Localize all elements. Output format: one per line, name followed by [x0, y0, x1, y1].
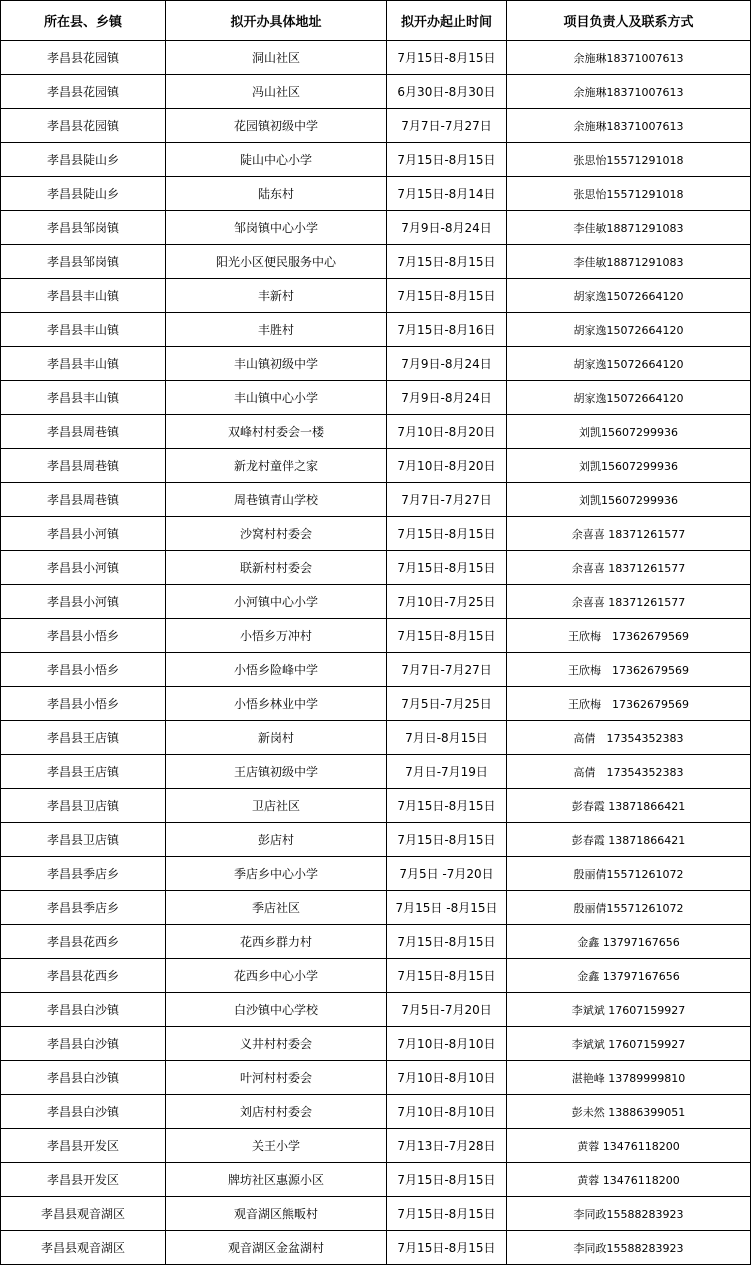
table-row: [1, 245, 751, 279]
cell-address: 季店社区: [166, 891, 387, 925]
table-row: [1, 381, 751, 415]
cell-county-town: 孝昌县白沙镇: [1, 1061, 166, 1095]
cell-address: 牌坊社区惠源小区: [166, 1163, 387, 1197]
cell-contact: 李斌斌 17607159927: [507, 993, 751, 1027]
cell-contact: 高倩 17354352383: [507, 721, 751, 755]
header-row: [1, 1, 751, 41]
cell-address: 丰山镇中心小学: [166, 381, 387, 415]
cell-county-town: 孝昌县观音湖区: [1, 1231, 166, 1265]
cell-county-town: 孝昌县小河镇: [1, 551, 166, 585]
table-row: [1, 75, 751, 109]
cell-contact: 李斌斌 17607159927: [507, 1027, 751, 1061]
cell-period: 7月9日-8月24日: [387, 211, 507, 245]
cell-contact: 王欣梅 17362679569: [507, 653, 751, 687]
cell-contact: 李佳敏18871291083: [507, 211, 751, 245]
table-row: [1, 925, 751, 959]
cell-contact: 李同政15588283923: [507, 1231, 751, 1265]
cell-county-town: 孝昌县白沙镇: [1, 1095, 166, 1129]
table-row: [1, 619, 751, 653]
table-row: [1, 517, 751, 551]
cell-county-town: 孝昌县小河镇: [1, 585, 166, 619]
cell-period: 7月15日-8月15日: [387, 143, 507, 177]
cell-county-town: 孝昌县陡山乡: [1, 143, 166, 177]
cell-county-town: 孝昌县小悟乡: [1, 619, 166, 653]
cell-county-town: 孝昌县花园镇: [1, 75, 166, 109]
cell-period: 7月10日-8月10日: [387, 1095, 507, 1129]
cell-period: 7月15日 -8月15日: [387, 891, 507, 925]
cell-address: 陡山中心小学: [166, 143, 387, 177]
cell-address: 丰新村: [166, 279, 387, 313]
table-row: [1, 109, 751, 143]
cell-contact: 彭未然 13886399051: [507, 1095, 751, 1129]
cell-county-town: 孝昌县花园镇: [1, 41, 166, 75]
cell-period: 7月15日-8月15日: [387, 279, 507, 313]
cell-address: 刘店村村委会: [166, 1095, 387, 1129]
cell-period: 7月5日-7月20日: [387, 993, 507, 1027]
table-row: [1, 347, 751, 381]
cell-period: 7月15日-8月15日: [387, 517, 507, 551]
cell-contact: 余喜喜 18371261577: [507, 551, 751, 585]
cell-address: 叶河村村委会: [166, 1061, 387, 1095]
cell-address: 彭店村: [166, 823, 387, 857]
cell-contact: 湛艳峰 13789999810: [507, 1061, 751, 1095]
table-header: [1, 1, 751, 41]
cell-address: 花园镇初级中学: [166, 109, 387, 143]
cell-address: 花西乡群力村: [166, 925, 387, 959]
table-row: [1, 211, 751, 245]
cell-contact: 余施琳18371007613: [507, 41, 751, 75]
cell-address: 花西乡中心小学: [166, 959, 387, 993]
table-row: [1, 1027, 751, 1061]
table-row: [1, 891, 751, 925]
cell-period: 7月15日-8月15日: [387, 925, 507, 959]
cell-period: 7月10日-8月20日: [387, 449, 507, 483]
cell-contact: 殷丽倩15571261072: [507, 857, 751, 891]
cell-address: 周巷镇青山学校: [166, 483, 387, 517]
cell-period: 7月13日-7月28日: [387, 1129, 507, 1163]
cell-address: 小河镇中心小学: [166, 585, 387, 619]
table-row: [1, 959, 751, 993]
cell-county-town: 孝昌县周巷镇: [1, 449, 166, 483]
header-address: 拟开办具体地址: [166, 1, 387, 41]
cell-period: 7月10日-8月20日: [387, 415, 507, 449]
cell-period: 7月日-7月19日: [387, 755, 507, 789]
cell-period: 7月7日-7月27日: [387, 653, 507, 687]
cell-contact: 刘凯15607299936: [507, 483, 751, 517]
cell-address: 关王小学: [166, 1129, 387, 1163]
table-row: [1, 823, 751, 857]
cell-county-town: 孝昌县白沙镇: [1, 993, 166, 1027]
cell-address: 季店乡中心小学: [166, 857, 387, 891]
cell-period: 7月15日-8月16日: [387, 313, 507, 347]
table-row: [1, 687, 751, 721]
cell-contact: 李佳敏18871291083: [507, 245, 751, 279]
cell-period: 7月10日-8月10日: [387, 1027, 507, 1061]
cell-contact: 王欣梅 17362679569: [507, 687, 751, 721]
cell-county-town: 孝昌县邹岗镇: [1, 211, 166, 245]
cell-county-town: 孝昌县白沙镇: [1, 1027, 166, 1061]
cell-period: 7月15日-8月14日: [387, 177, 507, 211]
cell-address: 白沙镇中心学校: [166, 993, 387, 1027]
table-row: [1, 415, 751, 449]
table-row: [1, 41, 751, 75]
cell-address: 沙窝村村委会: [166, 517, 387, 551]
cell-address: 洞山社区: [166, 41, 387, 75]
cell-county-town: 孝昌县小河镇: [1, 517, 166, 551]
cell-period: 7月15日-8月15日: [387, 41, 507, 75]
cell-address: 卫店社区: [166, 789, 387, 823]
cell-county-town: 孝昌县王店镇: [1, 755, 166, 789]
table-row: [1, 313, 751, 347]
cell-period: 7月9日-8月24日: [387, 381, 507, 415]
cell-county-town: 孝昌县花园镇: [1, 109, 166, 143]
table-row: [1, 449, 751, 483]
table-row: [1, 177, 751, 211]
cell-county-town: 孝昌县卫店镇: [1, 789, 166, 823]
table-row: [1, 483, 751, 517]
cell-address: 义井村村委会: [166, 1027, 387, 1061]
cell-county-town: 孝昌县观音湖区: [1, 1197, 166, 1231]
header-county-town: 所在县、乡镇: [1, 1, 166, 41]
cell-county-town: 孝昌县花西乡: [1, 959, 166, 993]
cell-period: 7月15日-8月15日: [387, 1197, 507, 1231]
cell-contact: 余施琳18371007613: [507, 75, 751, 109]
cell-period: 7月7日-7月27日: [387, 483, 507, 517]
cell-county-town: 孝昌县季店乡: [1, 857, 166, 891]
cell-address: 观音湖区金盆湖村: [166, 1231, 387, 1265]
table-row: [1, 551, 751, 585]
cell-county-town: 孝昌县丰山镇: [1, 279, 166, 313]
table-body: [1, 41, 751, 1265]
table-row: [1, 721, 751, 755]
cell-contact: 李同政15588283923: [507, 1197, 751, 1231]
table-row: [1, 993, 751, 1027]
table-row: [1, 857, 751, 891]
cell-period: 7月9日-8月24日: [387, 347, 507, 381]
cell-county-town: 孝昌县开发区: [1, 1163, 166, 1197]
cell-period: 7月5日 -7月20日: [387, 857, 507, 891]
cell-county-town: 孝昌县周巷镇: [1, 415, 166, 449]
cell-contact: 金鑫 13797167656: [507, 925, 751, 959]
cell-contact: 胡家逸15072664120: [507, 313, 751, 347]
table-row: [1, 755, 751, 789]
cell-county-town: 孝昌县花西乡: [1, 925, 166, 959]
cell-address: 双峰村村委会一楼: [166, 415, 387, 449]
cell-contact: 余喜喜 18371261577: [507, 585, 751, 619]
cell-period: 7月15日-8月15日: [387, 823, 507, 857]
table-row: [1, 1231, 751, 1265]
cell-county-town: 孝昌县丰山镇: [1, 313, 166, 347]
cell-address: 观音湖区熊畈村: [166, 1197, 387, 1231]
cell-contact: 黄蓉 13476118200: [507, 1163, 751, 1197]
cell-period: 7月15日-8月15日: [387, 1231, 507, 1265]
cell-period: 7月7日-7月27日: [387, 109, 507, 143]
cell-period: 7月15日-8月15日: [387, 619, 507, 653]
cell-address: 联新村村委会: [166, 551, 387, 585]
table-row: [1, 789, 751, 823]
cell-county-town: 孝昌县小悟乡: [1, 687, 166, 721]
cell-county-town: 孝昌县卫店镇: [1, 823, 166, 857]
cell-contact: 胡家逸15072664120: [507, 381, 751, 415]
cell-contact: 张思怡15571291018: [507, 143, 751, 177]
cell-period: 7月15日-8月15日: [387, 245, 507, 279]
cell-county-town: 孝昌县王店镇: [1, 721, 166, 755]
cell-contact: 张思怡15571291018: [507, 177, 751, 211]
cell-period: 7月日-8月15日: [387, 721, 507, 755]
cell-period: 7月15日-8月15日: [387, 959, 507, 993]
cell-contact: 胡家逸15072664120: [507, 279, 751, 313]
cell-address: 阳光小区便民服务中心: [166, 245, 387, 279]
cell-period: 7月5日-7月25日: [387, 687, 507, 721]
cell-contact: 高倩 17354352383: [507, 755, 751, 789]
table-row: [1, 279, 751, 313]
cell-contact: 殷丽倩15571261072: [507, 891, 751, 925]
table-row: [1, 1061, 751, 1095]
table-row: [1, 653, 751, 687]
cell-address: 新龙村童伴之家: [166, 449, 387, 483]
table-row: [1, 1163, 751, 1197]
cell-address: 冯山社区: [166, 75, 387, 109]
table-row: [1, 585, 751, 619]
cell-contact: 刘凯15607299936: [507, 415, 751, 449]
cell-county-town: 孝昌县邹岗镇: [1, 245, 166, 279]
cell-address: 王店镇初级中学: [166, 755, 387, 789]
cell-address: 陆东村: [166, 177, 387, 211]
table-row: [1, 143, 751, 177]
cell-contact: 胡家逸15072664120: [507, 347, 751, 381]
cell-county-town: 孝昌县丰山镇: [1, 381, 166, 415]
cell-county-town: 孝昌县开发区: [1, 1129, 166, 1163]
cell-county-town: 孝昌县小悟乡: [1, 653, 166, 687]
cell-address: 小悟乡林业中学: [166, 687, 387, 721]
cell-contact: 金鑫 13797167656: [507, 959, 751, 993]
cell-period: 7月15日-8月15日: [387, 1163, 507, 1197]
cell-address: 小悟乡险峰中学: [166, 653, 387, 687]
cell-contact: 刘凯15607299936: [507, 449, 751, 483]
cell-contact: 余施琳18371007613: [507, 109, 751, 143]
cell-address: 新岗村: [166, 721, 387, 755]
cell-county-town: 孝昌县丰山镇: [1, 347, 166, 381]
cell-county-town: 孝昌县季店乡: [1, 891, 166, 925]
header-contact: 项目负责人及联系方式: [507, 1, 751, 41]
table-row: [1, 1095, 751, 1129]
cell-period: 7月10日-8月10日: [387, 1061, 507, 1095]
cell-period: 6月30日-8月30日: [387, 75, 507, 109]
cell-contact: 余喜喜 18371261577: [507, 517, 751, 551]
table-row: [1, 1197, 751, 1231]
cell-period: 7月15日-8月15日: [387, 789, 507, 823]
cell-contact: 王欣梅 17362679569: [507, 619, 751, 653]
cell-address: 丰山镇初级中学: [166, 347, 387, 381]
cell-county-town: 孝昌县周巷镇: [1, 483, 166, 517]
cell-period: 7月10日-7月25日: [387, 585, 507, 619]
header-period: 拟开办起止时间: [387, 1, 507, 41]
cell-contact: 彭春霞 13871866421: [507, 789, 751, 823]
cell-address: 小悟乡万冲村: [166, 619, 387, 653]
cell-address: 丰胜村: [166, 313, 387, 347]
cell-address: 邹岗镇中心小学: [166, 211, 387, 245]
cell-period: 7月15日-8月15日: [387, 551, 507, 585]
cell-contact: 黄蓉 13476118200: [507, 1129, 751, 1163]
table-row: [1, 1129, 751, 1163]
cell-contact: 彭春霞 13871866421: [507, 823, 751, 857]
cell-county-town: 孝昌县陡山乡: [1, 177, 166, 211]
